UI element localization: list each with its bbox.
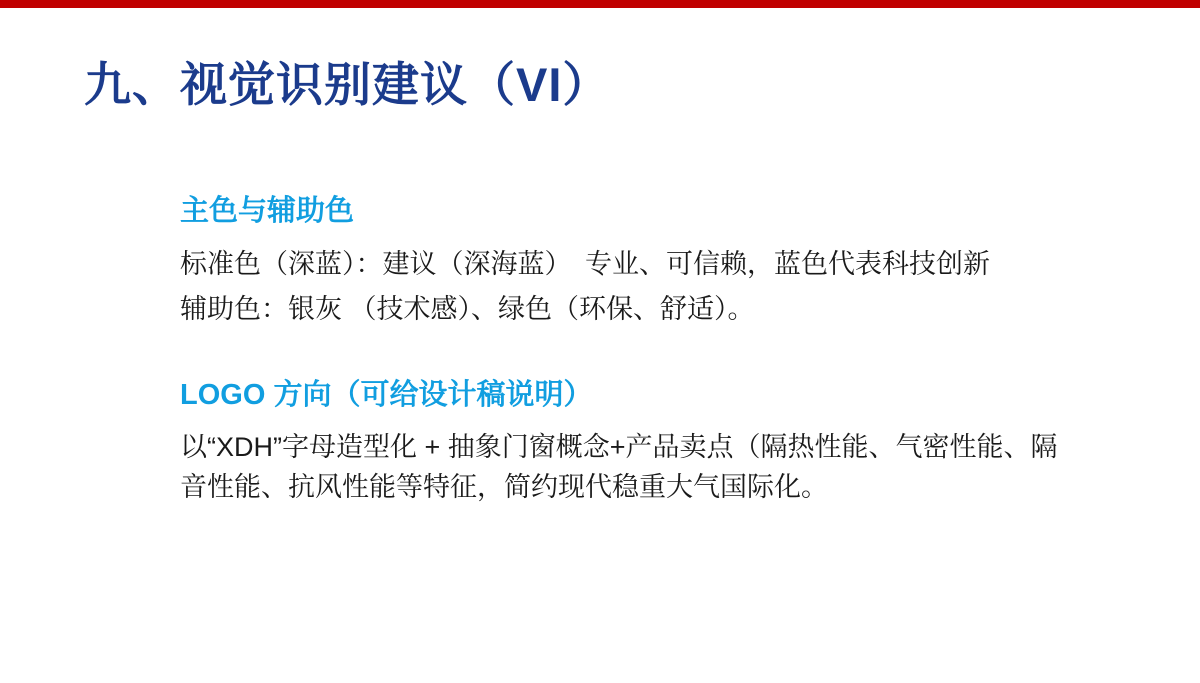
- section-heading-primary-colors: 主色与辅助色: [180, 195, 355, 227]
- body-line-auxiliary-color: 辅助色：银灰 （技术感）、绿色（环保、舒适）。: [180, 294, 755, 324]
- body-line-logo-desc-2: 音性能、抗风性能等特征，简约现代稳重大气国际化。: [180, 472, 828, 502]
- body-line-logo-desc-1: 以“XDH”字母造型化 + 抽象门窗概念+产品卖点（隔热性能、气密性能、隔: [180, 432, 1058, 462]
- body-line-standard-color: 标准色（深蓝）：建议（深海蓝） 专业、可信赖，蓝色代表科技创新: [180, 249, 990, 279]
- section-heading-logo-direction: LOGO 方向（可给设计稿说明）: [180, 379, 593, 411]
- top-accent-bar: [0, 0, 1200, 8]
- slide-title: 九、视觉识别建议（VI）: [84, 58, 611, 111]
